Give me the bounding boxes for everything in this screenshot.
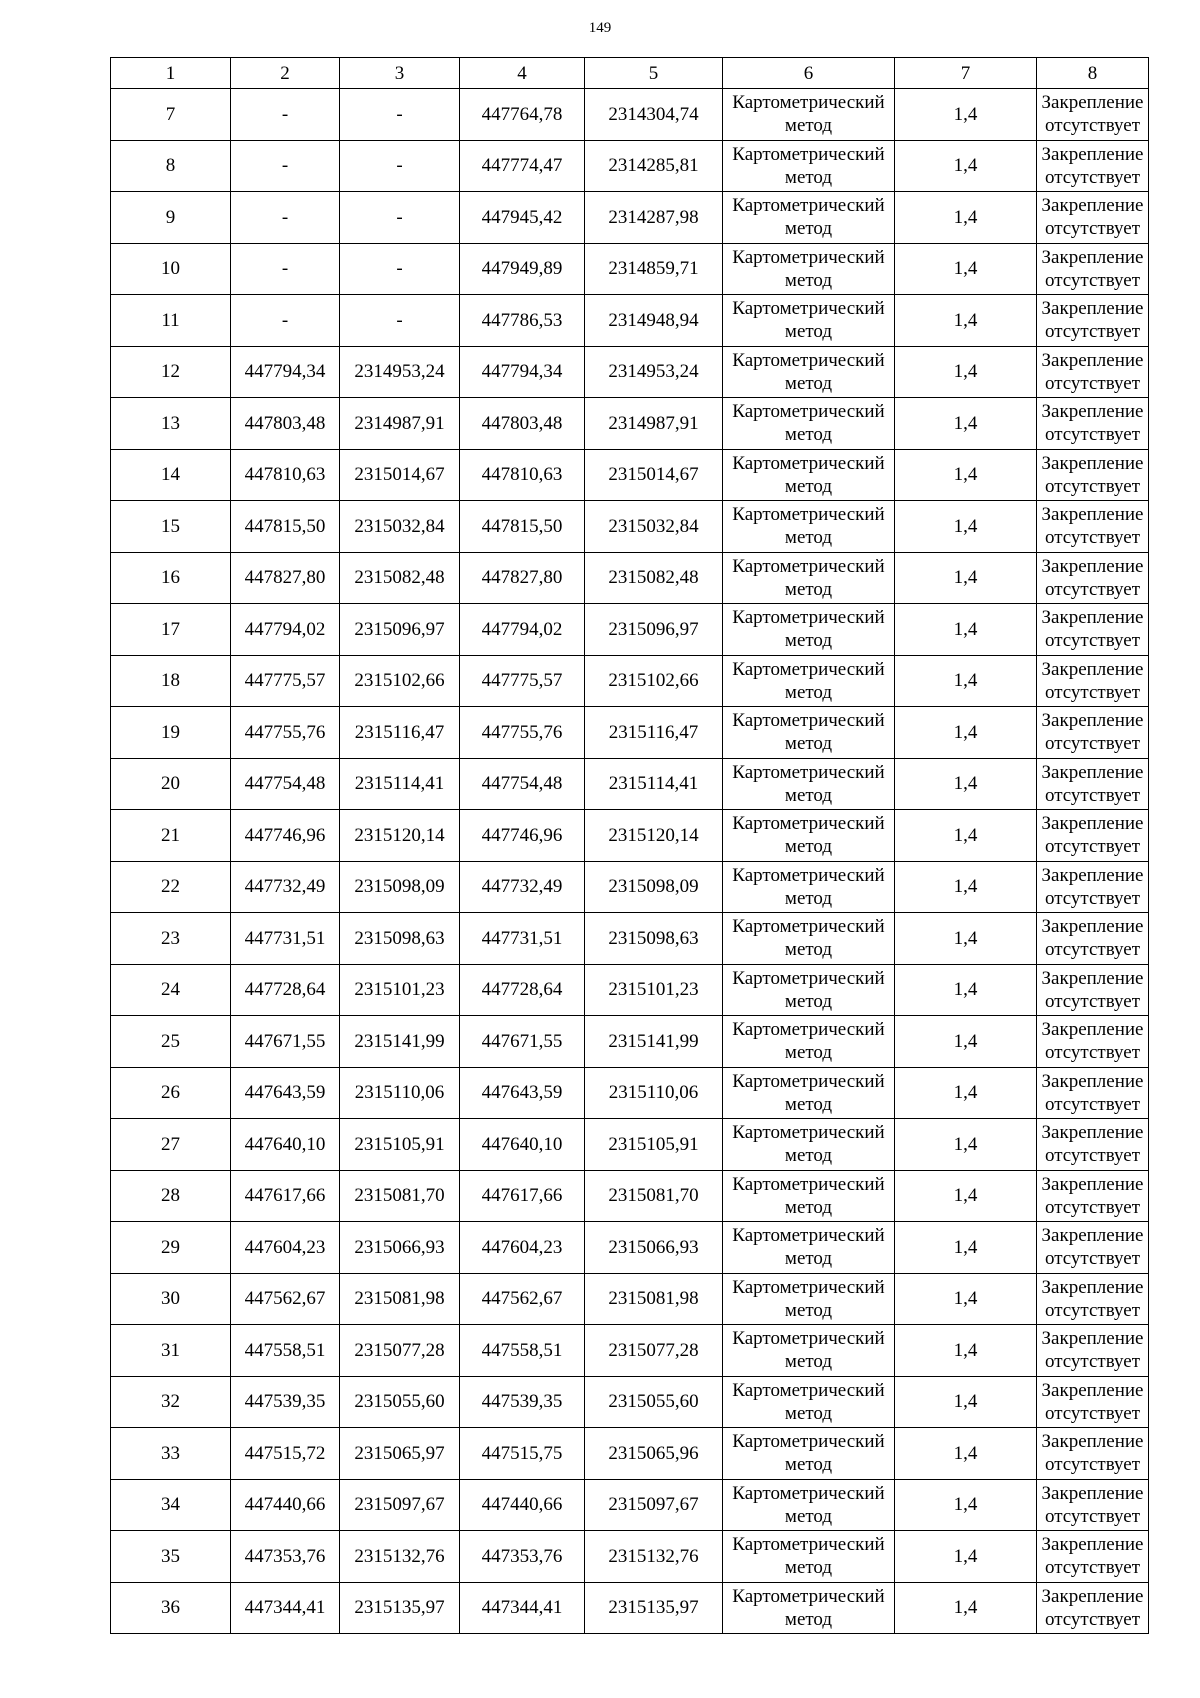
x-new-cell: 447728,64 [460, 964, 585, 1016]
x-new-cell: 447344,41 [460, 1582, 585, 1634]
table-row [111, 964, 1149, 1016]
x-new-cell: 447746,96 [460, 810, 585, 862]
accuracy-cell: 1,4 [895, 1273, 1037, 1325]
accuracy-cell: 1,4 [895, 861, 1037, 913]
table-row [111, 1428, 1149, 1480]
x-old-cell: 447643,59 [231, 1067, 340, 1119]
y-new-cell: 2315110,06 [585, 1067, 723, 1119]
y-old-cell: 2314953,24 [340, 346, 460, 398]
marking-cell: Закрепление отсутствует [1037, 1170, 1149, 1222]
y-new-cell: 2315096,97 [585, 604, 723, 656]
table-row [111, 913, 1149, 965]
x-old-cell: 447775,57 [231, 655, 340, 707]
y-new-cell: 2315097,67 [585, 1479, 723, 1531]
marking-cell: Закрепление отсутствует [1037, 1428, 1149, 1480]
point-number-cell: 15 [111, 501, 231, 553]
accuracy-cell: 1,4 [895, 707, 1037, 759]
table-row [111, 1376, 1149, 1428]
y-old-cell: 2315114,41 [340, 758, 460, 810]
accuracy-cell: 1,4 [895, 243, 1037, 295]
method-cell: Картометрический метод [723, 501, 895, 553]
y-new-cell: 2315132,76 [585, 1531, 723, 1583]
x-old-cell: 447827,80 [231, 552, 340, 604]
table-row [111, 501, 1149, 553]
y-new-cell: 2315081,70 [585, 1170, 723, 1222]
method-cell: Картометрический метод [723, 1376, 895, 1428]
x-old-cell: 447754,48 [231, 758, 340, 810]
marking-cell: Закрепление отсутствует [1037, 1119, 1149, 1171]
header-row [111, 58, 1149, 89]
table-row [111, 243, 1149, 295]
accuracy-cell: 1,4 [895, 913, 1037, 965]
marking-cell: Закрепление отсутствует [1037, 1376, 1149, 1428]
table-row [111, 604, 1149, 656]
accuracy-cell: 1,4 [895, 1067, 1037, 1119]
x-old-cell: 447515,72 [231, 1428, 340, 1480]
x-old-cell: 447539,35 [231, 1376, 340, 1428]
x-new-cell: 447810,63 [460, 449, 585, 501]
marking-cell: Закрепление отсутствует [1037, 243, 1149, 295]
x-new-cell: 447754,48 [460, 758, 585, 810]
x-new-cell: 447775,57 [460, 655, 585, 707]
marking-cell: Закрепление отсутствует [1037, 964, 1149, 1016]
marking-cell: Закрепление отсутствует [1037, 398, 1149, 450]
point-number-cell: 34 [111, 1479, 231, 1531]
table-row [111, 1170, 1149, 1222]
marking-cell: Закрепление отсутствует [1037, 1531, 1149, 1583]
marking-cell: Закрепление отсутствует [1037, 1582, 1149, 1634]
accuracy-cell: 1,4 [895, 1119, 1037, 1171]
method-cell: Картометрический метод [723, 1222, 895, 1274]
point-number-cell: 18 [111, 655, 231, 707]
table-row [111, 1582, 1149, 1634]
y-new-cell: 2315032,84 [585, 501, 723, 553]
accuracy-cell: 1,4 [895, 552, 1037, 604]
x-old-cell: - [231, 89, 340, 141]
x-new-cell: 447604,23 [460, 1222, 585, 1274]
marking-cell: Закрепление отсутствует [1037, 1273, 1149, 1325]
method-cell: Картометрический метод [723, 398, 895, 450]
table-row [111, 1016, 1149, 1068]
x-old-cell: 447815,50 [231, 501, 340, 553]
y-new-cell: 2315065,96 [585, 1428, 723, 1480]
y-old-cell: - [340, 295, 460, 347]
x-old-cell: 447562,67 [231, 1273, 340, 1325]
y-new-cell: 2315120,14 [585, 810, 723, 862]
point-number-cell: 24 [111, 964, 231, 1016]
x-new-cell: 447558,51 [460, 1325, 585, 1377]
y-new-cell: 2314285,81 [585, 140, 723, 192]
page-number: 149 [588, 20, 612, 36]
accuracy-cell: 1,4 [895, 1531, 1037, 1583]
point-number-cell: 35 [111, 1531, 231, 1583]
point-number-cell: 28 [111, 1170, 231, 1222]
accuracy-cell: 1,4 [895, 398, 1037, 450]
x-old-cell: 447755,76 [231, 707, 340, 759]
table-row [111, 346, 1149, 398]
x-old-cell: - [231, 140, 340, 192]
marking-cell: Закрепление отсутствует [1037, 1016, 1149, 1068]
accuracy-cell: 1,4 [895, 604, 1037, 656]
y-old-cell: 2315110,06 [340, 1067, 460, 1119]
method-cell: Картометрический метод [723, 89, 895, 141]
x-new-cell: 447440,66 [460, 1479, 585, 1531]
table-row [111, 1531, 1149, 1583]
point-number-cell: 27 [111, 1119, 231, 1171]
x-new-cell: 447643,59 [460, 1067, 585, 1119]
y-old-cell: 2315098,63 [340, 913, 460, 965]
point-number-cell: 32 [111, 1376, 231, 1428]
x-old-cell: 447344,41 [231, 1582, 340, 1634]
point-number-cell: 26 [111, 1067, 231, 1119]
x-old-cell: 447732,49 [231, 861, 340, 913]
x-old-cell: 447731,51 [231, 913, 340, 965]
x-new-cell: 447764,78 [460, 89, 585, 141]
y-old-cell: 2315141,99 [340, 1016, 460, 1068]
point-number-cell: 23 [111, 913, 231, 965]
method-cell: Картометрический метод [723, 192, 895, 244]
y-new-cell: 2315101,23 [585, 964, 723, 1016]
table-row [111, 1325, 1149, 1377]
table-row [111, 398, 1149, 450]
method-cell: Картометрический метод [723, 449, 895, 501]
marking-cell: Закрепление отсутствует [1037, 758, 1149, 810]
table-row [111, 707, 1149, 759]
marking-cell: Закрепление отсутствует [1037, 449, 1149, 501]
table-row [111, 140, 1149, 192]
point-number-cell: 22 [111, 861, 231, 913]
accuracy-cell: 1,4 [895, 1325, 1037, 1377]
column-header-8: 8 [1037, 58, 1149, 89]
y-old-cell: 2314987,91 [340, 398, 460, 450]
point-number-cell: 25 [111, 1016, 231, 1068]
y-new-cell: 2315114,41 [585, 758, 723, 810]
accuracy-cell: 1,4 [895, 1222, 1037, 1274]
x-old-cell: - [231, 192, 340, 244]
marking-cell: Закрепление отсутствует [1037, 1067, 1149, 1119]
table-row [111, 810, 1149, 862]
y-old-cell: 2315081,98 [340, 1273, 460, 1325]
y-new-cell: 2314987,91 [585, 398, 723, 450]
y-old-cell: 2315132,76 [340, 1531, 460, 1583]
table-row [111, 1067, 1149, 1119]
accuracy-cell: 1,4 [895, 140, 1037, 192]
method-cell: Картометрический метод [723, 1119, 895, 1171]
method-cell: Картометрический метод [723, 243, 895, 295]
point-number-cell: 16 [111, 552, 231, 604]
method-cell: Картометрический метод [723, 346, 895, 398]
table-header [111, 58, 1149, 89]
column-header-1: 1 [111, 58, 231, 89]
y-old-cell: 2315116,47 [340, 707, 460, 759]
point-number-cell: 29 [111, 1222, 231, 1274]
y-new-cell: 2314953,24 [585, 346, 723, 398]
x-new-cell: 447671,55 [460, 1016, 585, 1068]
method-cell: Картометрический метод [723, 707, 895, 759]
marking-cell: Закрепление отсутствует [1037, 861, 1149, 913]
method-cell: Картометрический метод [723, 655, 895, 707]
point-number-cell: 14 [111, 449, 231, 501]
x-new-cell: 447786,53 [460, 295, 585, 347]
marking-cell: Закрепление отсутствует [1037, 810, 1149, 862]
marking-cell: Закрепление отсутствует [1037, 140, 1149, 192]
point-number-cell: 30 [111, 1273, 231, 1325]
x-new-cell: 447731,51 [460, 913, 585, 965]
x-new-cell: 447732,49 [460, 861, 585, 913]
x-new-cell: 447803,48 [460, 398, 585, 450]
y-old-cell: - [340, 243, 460, 295]
accuracy-cell: 1,4 [895, 1376, 1037, 1428]
accuracy-cell: 1,4 [895, 964, 1037, 1016]
accuracy-cell: 1,4 [895, 295, 1037, 347]
coordinates-table [110, 57, 1149, 1634]
marking-cell: Закрепление отсутствует [1037, 707, 1149, 759]
marking-cell: Закрепление отсутствует [1037, 1325, 1149, 1377]
y-new-cell: 2315066,93 [585, 1222, 723, 1274]
method-cell: Картометрический метод [723, 295, 895, 347]
x-new-cell: 447949,89 [460, 243, 585, 295]
x-new-cell: 447640,10 [460, 1119, 585, 1171]
y-new-cell: 2315098,63 [585, 913, 723, 965]
method-cell: Картометрический метод [723, 810, 895, 862]
method-cell: Картометрический метод [723, 913, 895, 965]
marking-cell: Закрепление отсутствует [1037, 1479, 1149, 1531]
marking-cell: Закрепление отсутствует [1037, 89, 1149, 141]
y-old-cell: 2315102,66 [340, 655, 460, 707]
column-header-7: 7 [895, 58, 1037, 89]
y-old-cell: 2315135,97 [340, 1582, 460, 1634]
method-cell: Картометрический метод [723, 1428, 895, 1480]
x-new-cell: 447815,50 [460, 501, 585, 553]
accuracy-cell: 1,4 [895, 501, 1037, 553]
method-cell: Картометрический метод [723, 1531, 895, 1583]
y-new-cell: 2315081,98 [585, 1273, 723, 1325]
method-cell: Картометрический метод [723, 1582, 895, 1634]
y-new-cell: 2315105,91 [585, 1119, 723, 1171]
x-old-cell: 447671,55 [231, 1016, 340, 1068]
point-number-cell: 8 [111, 140, 231, 192]
table-row [111, 1273, 1149, 1325]
x-old-cell: 447617,66 [231, 1170, 340, 1222]
x-old-cell: 447558,51 [231, 1325, 340, 1377]
y-old-cell: 2315120,14 [340, 810, 460, 862]
accuracy-cell: 1,4 [895, 1428, 1037, 1480]
table-row [111, 655, 1149, 707]
y-old-cell: 2315066,93 [340, 1222, 460, 1274]
y-old-cell: 2315065,97 [340, 1428, 460, 1480]
y-new-cell: 2314287,98 [585, 192, 723, 244]
y-old-cell: 2315077,28 [340, 1325, 460, 1377]
marking-cell: Закрепление отсутствует [1037, 604, 1149, 656]
y-new-cell: 2314859,71 [585, 243, 723, 295]
x-new-cell: 447353,76 [460, 1531, 585, 1583]
y-new-cell: 2315102,66 [585, 655, 723, 707]
table-row [111, 192, 1149, 244]
x-new-cell: 447794,02 [460, 604, 585, 656]
column-header-6: 6 [723, 58, 895, 89]
marking-cell: Закрепление отсутствует [1037, 346, 1149, 398]
x-old-cell: - [231, 295, 340, 347]
column-header-5: 5 [585, 58, 723, 89]
marking-cell: Закрепление отсутствует [1037, 552, 1149, 604]
point-number-cell: 21 [111, 810, 231, 862]
table-row [111, 89, 1149, 141]
x-old-cell: 447640,10 [231, 1119, 340, 1171]
point-number-cell: 11 [111, 295, 231, 347]
point-number-cell: 12 [111, 346, 231, 398]
accuracy-cell: 1,4 [895, 758, 1037, 810]
y-old-cell: 2315081,70 [340, 1170, 460, 1222]
point-number-cell: 7 [111, 89, 231, 141]
point-number-cell: 33 [111, 1428, 231, 1480]
point-number-cell: 20 [111, 758, 231, 810]
table-body [111, 89, 1149, 1634]
point-number-cell: 17 [111, 604, 231, 656]
method-cell: Картометрический метод [723, 964, 895, 1016]
marking-cell: Закрепление отсутствует [1037, 192, 1149, 244]
x-old-cell: 447794,34 [231, 346, 340, 398]
x-new-cell: 447755,76 [460, 707, 585, 759]
marking-cell: Закрепление отсутствует [1037, 655, 1149, 707]
table-row [111, 1479, 1149, 1531]
accuracy-cell: 1,4 [895, 1582, 1037, 1634]
x-old-cell: 447794,02 [231, 604, 340, 656]
method-cell: Картометрический метод [723, 1479, 895, 1531]
y-new-cell: 2315014,67 [585, 449, 723, 501]
point-number-cell: 10 [111, 243, 231, 295]
method-cell: Картометрический метод [723, 140, 895, 192]
method-cell: Картометрический метод [723, 1170, 895, 1222]
y-old-cell: 2315105,91 [340, 1119, 460, 1171]
y-old-cell: 2315014,67 [340, 449, 460, 501]
table-row [111, 295, 1149, 347]
column-header-4: 4 [460, 58, 585, 89]
point-number-cell: 19 [111, 707, 231, 759]
accuracy-cell: 1,4 [895, 192, 1037, 244]
y-old-cell: 2315101,23 [340, 964, 460, 1016]
table-row [111, 1222, 1149, 1274]
x-new-cell: 447539,35 [460, 1376, 585, 1428]
x-old-cell: 447604,23 [231, 1222, 340, 1274]
y-old-cell: - [340, 89, 460, 141]
table-row [111, 449, 1149, 501]
marking-cell: Закрепление отсутствует [1037, 295, 1149, 347]
y-old-cell: 2315096,97 [340, 604, 460, 656]
x-old-cell: 447440,66 [231, 1479, 340, 1531]
point-number-cell: 36 [111, 1582, 231, 1634]
x-new-cell: 447515,75 [460, 1428, 585, 1480]
y-old-cell: 2315032,84 [340, 501, 460, 553]
x-new-cell: 447774,47 [460, 140, 585, 192]
x-old-cell: 447803,48 [231, 398, 340, 450]
y-old-cell: - [340, 140, 460, 192]
point-number-cell: 31 [111, 1325, 231, 1377]
y-new-cell: 2315098,09 [585, 861, 723, 913]
accuracy-cell: 1,4 [895, 449, 1037, 501]
x-old-cell: 447728,64 [231, 964, 340, 1016]
y-new-cell: 2314948,94 [585, 295, 723, 347]
x-new-cell: 447794,34 [460, 346, 585, 398]
y-old-cell: 2315097,67 [340, 1479, 460, 1531]
x-old-cell: 447810,63 [231, 449, 340, 501]
method-cell: Картометрический метод [723, 758, 895, 810]
x-old-cell: 447353,76 [231, 1531, 340, 1583]
y-new-cell: 2315116,47 [585, 707, 723, 759]
method-cell: Картометрический метод [723, 1325, 895, 1377]
y-new-cell: 2315135,97 [585, 1582, 723, 1634]
y-new-cell: 2315055,60 [585, 1376, 723, 1428]
point-number-cell: 13 [111, 398, 231, 450]
accuracy-cell: 1,4 [895, 655, 1037, 707]
method-cell: Картометрический метод [723, 1016, 895, 1068]
accuracy-cell: 1,4 [895, 346, 1037, 398]
table-row [111, 552, 1149, 604]
column-header-2: 2 [231, 58, 340, 89]
y-new-cell: 2314304,74 [585, 89, 723, 141]
marking-cell: Закрепление отсутствует [1037, 913, 1149, 965]
y-old-cell: 2315055,60 [340, 1376, 460, 1428]
point-number-cell: 9 [111, 192, 231, 244]
x-new-cell: 447562,67 [460, 1273, 585, 1325]
x-new-cell: 447827,80 [460, 552, 585, 604]
marking-cell: Закрепление отсутствует [1037, 1222, 1149, 1274]
y-new-cell: 2315141,99 [585, 1016, 723, 1068]
method-cell: Картометрический метод [723, 1273, 895, 1325]
table-row [111, 1119, 1149, 1171]
table-row [111, 758, 1149, 810]
accuracy-cell: 1,4 [895, 1016, 1037, 1068]
column-header-3: 3 [340, 58, 460, 89]
accuracy-cell: 1,4 [895, 89, 1037, 141]
method-cell: Картометрический метод [723, 552, 895, 604]
method-cell: Картометрический метод [723, 1067, 895, 1119]
y-old-cell: - [340, 192, 460, 244]
accuracy-cell: 1,4 [895, 810, 1037, 862]
y-old-cell: 2315098,09 [340, 861, 460, 913]
x-new-cell: 447617,66 [460, 1170, 585, 1222]
y-new-cell: 2315077,28 [585, 1325, 723, 1377]
table-row [111, 861, 1149, 913]
marking-cell: Закрепление отсутствует [1037, 501, 1149, 553]
x-old-cell: 447746,96 [231, 810, 340, 862]
method-cell: Картометрический метод [723, 604, 895, 656]
accuracy-cell: 1,4 [895, 1479, 1037, 1531]
accuracy-cell: 1,4 [895, 1170, 1037, 1222]
y-old-cell: 2315082,48 [340, 552, 460, 604]
y-new-cell: 2315082,48 [585, 552, 723, 604]
method-cell: Картометрический метод [723, 861, 895, 913]
x-old-cell: - [231, 243, 340, 295]
x-new-cell: 447945,42 [460, 192, 585, 244]
